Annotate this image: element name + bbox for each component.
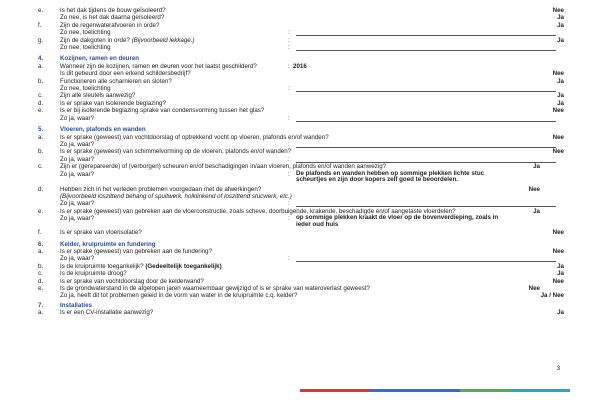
colon: :: [288, 155, 290, 163]
answer: Nee: [552, 133, 564, 141]
question-text: Wanneer zijn de kozijnen, ramen en deuren voor het laatst geschilderd?: [60, 62, 257, 70]
question-text: Is er sprake (geweest) van gebreken aan de vloerconstructie, zoals scheve, doorbuigende, krakende, beschadigde en/of aangetaste vloerdelen?: [60, 207, 456, 215]
question-row: [38, 37, 564, 44]
question-text: Zijn de dakgoten in orde?: [60, 36, 130, 44]
question-text: Zijn de regenwaterafvoeren in orde?: [60, 21, 160, 29]
question-number: d.: [38, 185, 44, 193]
section-number: 7.: [38, 301, 44, 309]
question-text: Is er sprake (geweest) van vochtdoorslag of optrekkend vocht op vloeren, plafonds en/of wanden?: [60, 133, 329, 141]
followup-text: Zo nee, toelichting: [60, 44, 111, 52]
question-number: a.: [38, 247, 44, 255]
question-number: c.: [38, 163, 43, 171]
question-row: [38, 63, 564, 70]
section-number: 4.: [38, 55, 44, 63]
question-row: [38, 186, 564, 201]
followup-row: [38, 29, 564, 36]
question-row: [38, 7, 564, 14]
question-row: [38, 148, 564, 155]
colon: :: [288, 85, 290, 93]
followup-row: [38, 292, 564, 299]
question-number: f.: [38, 21, 42, 29]
question-text: Is er sprake van vochtdoorslag door de kelderwand?: [60, 277, 204, 285]
followup-text: Zo ja, waar?: [60, 155, 95, 163]
answer: Nee: [552, 107, 564, 115]
answer: Nee: [552, 229, 564, 237]
followup-text: Zo ja, heeft dit tot problemen geleid in de vorm van water in de kruipruimte c.q. kelder?: [60, 292, 298, 300]
colon: :: [288, 36, 290, 44]
question-row: [38, 100, 564, 107]
section-number: 6.: [38, 240, 44, 248]
section-heading: [38, 55, 564, 62]
answer: Ja: [533, 207, 540, 215]
section-title: Vloeren, plafonds en wanden: [60, 126, 146, 134]
followup-row: [38, 141, 564, 148]
question-row: [38, 107, 564, 114]
question-row: [38, 229, 564, 236]
question-number: b.: [38, 77, 44, 85]
answer: Ja: [557, 262, 564, 270]
section-heading: [38, 241, 564, 248]
answer: Ja: [557, 99, 564, 107]
question-row: [38, 92, 564, 99]
question-row: [38, 270, 564, 277]
question-row: [38, 263, 564, 270]
question-row: [38, 278, 564, 285]
question-text: Zijn er (gerepareerde) of (verborgen) scheuren en/of beschadigingen in/aan vloeren, plafonds en/of wanden aanwezig?: [60, 163, 387, 171]
question-row: [38, 134, 564, 141]
question-text: Is de kruipruimte toegankelijk?: [60, 262, 144, 270]
question-text: Is er sprake (geweest) van gebreken aan de fundering?: [60, 247, 213, 255]
colon: :: [288, 200, 290, 208]
question-row: [38, 248, 564, 255]
footer-bar-red: [300, 389, 370, 392]
colon: :: [288, 114, 290, 122]
answer-note: De plafonds en wanden hebben op sommige plekken lichte stuc scheurtjes en zijn door kopers zelf goed te beoordelen.: [296, 169, 485, 184]
question-hint: (Bijvoorbeeld lekkage.): [131, 36, 195, 44]
colon: :: [288, 255, 290, 263]
footer-bar-blue: [370, 389, 460, 392]
followup-row: [38, 200, 564, 207]
followup-row: [38, 156, 564, 163]
followup-row: [38, 14, 564, 21]
question-text: Is er sprake van isolerende beglazing?: [60, 99, 166, 107]
question-row: [38, 309, 564, 316]
colon: :: [288, 62, 290, 70]
answer: Ja: [557, 36, 564, 44]
followup-row: [38, 171, 564, 186]
followup-text: Zo ja, waar?: [60, 215, 95, 223]
answer: Nee: [552, 7, 564, 14]
question-number: d.: [38, 277, 44, 285]
footer-bar-teal: [510, 389, 570, 392]
question-row: [38, 285, 564, 292]
answer: Nee: [552, 70, 564, 78]
section-number: 5.: [38, 126, 44, 134]
section-heading: [38, 126, 564, 133]
question-text: Is de grondwaterstand in de afgelopen jaren waarneembaar gewijzigd of is er sprake van wateroverlast geweest?: [60, 285, 370, 292]
answer-value: 2016: [293, 62, 307, 70]
followup-text: Zo nee, toelichting: [60, 29, 111, 37]
answer: Nee: [552, 277, 564, 285]
question-text: Hebben zich in het verleden problemen voorgedaan met de afwerkingen?: [60, 185, 262, 193]
question-number: c.: [38, 270, 43, 278]
question-row: [38, 78, 564, 85]
question-number: e.: [38, 285, 44, 292]
question-number: b.: [38, 148, 44, 156]
followup-text: Zo nee, toelichting: [60, 85, 111, 93]
colon: :: [288, 215, 290, 223]
answer: Ja: [557, 92, 564, 100]
question-remark: (Gedeeltelijk toegankelijk): [145, 262, 222, 270]
question-text: Is het dak tijdens de bouw geïsoleerd?: [60, 7, 166, 14]
section-title: Installaties: [60, 301, 92, 309]
question-number: e.: [38, 107, 44, 115]
colon: :: [288, 29, 290, 37]
answer: Nee: [552, 148, 564, 156]
question-hint: (Bijvoorbeeld loszittend behang of spuitwerk, holklinkend of loszittend stucwerk, etc.): [60, 192, 292, 200]
answer: Ja: [557, 309, 564, 317]
followup-row: [38, 70, 564, 77]
question-text: Is de kruipruimte droog?: [60, 270, 127, 278]
answer: Nee: [552, 247, 564, 255]
answer: Ja: [557, 21, 564, 29]
answer: Ja: [557, 270, 564, 278]
question-text: Zijn alle sleutels aanwezig?: [60, 92, 136, 100]
followup-row: [38, 255, 564, 262]
answer: Ja: [557, 77, 564, 85]
answer: Nee: [528, 185, 540, 193]
answer-note: op sommige plekken kraakt de vloer op de bovenverdieping, zoals in ieder oud huis: [296, 214, 499, 228]
section-title: Kozijnen, ramen en deuren: [60, 55, 140, 63]
followup-row: [38, 215, 564, 229]
question-text: Is er bij isolerende beglazing sprake van condensvorming tussen het glas?: [60, 107, 265, 115]
question-number: a.: [38, 62, 44, 70]
followup-text: Zo ja, waar?: [60, 170, 95, 178]
question-number: g.: [38, 36, 44, 44]
question-text: Functioneren alle scharnieren en sloten?: [60, 77, 172, 85]
question-number: a.: [38, 309, 44, 317]
followup-text: Is dit gebeurd door een erkend schildersbedrijf?: [60, 70, 191, 78]
colon: :: [288, 140, 290, 148]
followup-text: Zo nee, is het dak daarna geïsoleerd?: [60, 14, 165, 22]
colon: :: [288, 44, 290, 52]
question-number: d.: [38, 99, 44, 107]
question-number: c.: [38, 92, 43, 100]
answer: Nee: [528, 285, 540, 292]
answer: Ja / Nee: [540, 292, 564, 300]
answer: Ja: [533, 163, 540, 171]
followup-text: Zo ja, waar?: [60, 140, 95, 148]
followup-text: Zo ja, waar?: [60, 255, 95, 263]
question-text: Is er sprake (geweest) van schimmelvorming op de vloeren, plafonds en/of wanden?: [60, 148, 292, 156]
followup-row: [38, 44, 564, 51]
question-number: a.: [38, 133, 44, 141]
answer-line: [296, 50, 556, 51]
question-number: e.: [38, 7, 44, 14]
question-number: e.: [38, 207, 44, 215]
followup-row: [38, 115, 564, 122]
question-text: Is er een CV-installatie aanwezig?: [60, 309, 154, 317]
question-row: [38, 22, 564, 29]
page-number: 3: [556, 364, 560, 372]
question-number: f.: [38, 229, 42, 237]
answer: Ja: [557, 14, 564, 22]
followup-text: Zo ja, waar?: [60, 114, 95, 122]
section-heading: [38, 302, 564, 309]
colon: :: [288, 170, 290, 178]
section-title: Kelder, kruipruimte en fundering: [60, 240, 156, 248]
question-number: b.: [38, 262, 44, 270]
question-text: Is er sprake van vloerisolatie?: [60, 229, 142, 237]
followup-row: [38, 85, 564, 92]
footer-bar-green: [460, 389, 510, 392]
answer-line: [296, 121, 556, 122]
followup-text: Zo ja, waar?: [60, 200, 95, 208]
